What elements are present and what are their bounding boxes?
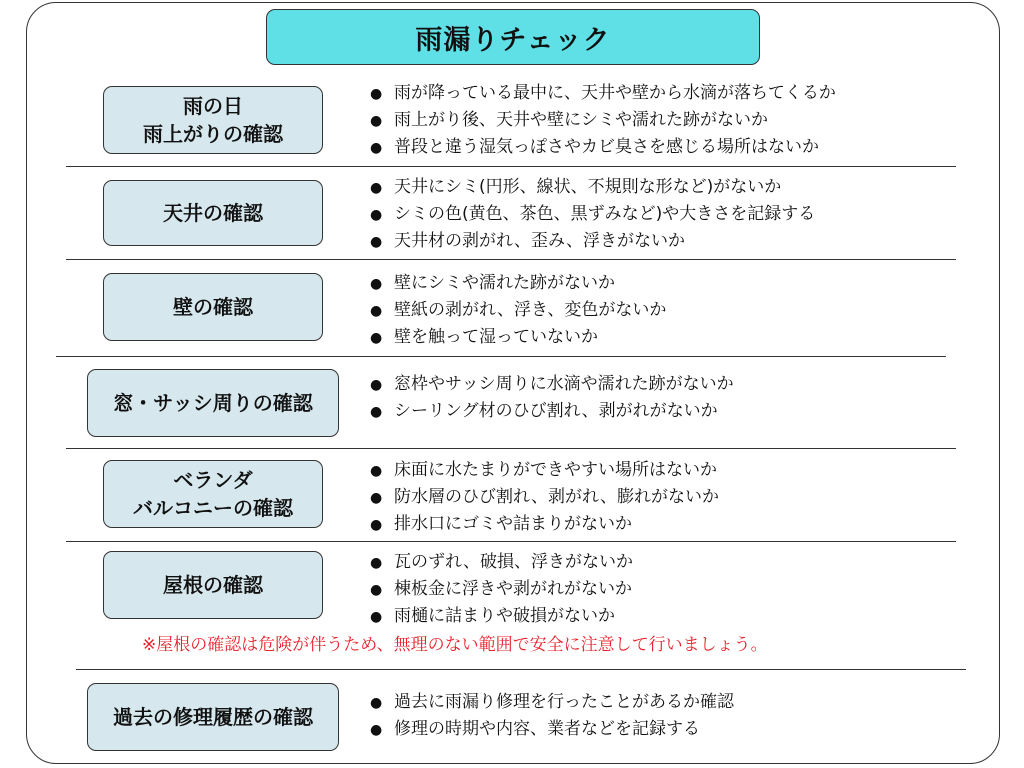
- checklist-item: ● 過去に雨漏り修理を行ったことがあるか確認: [370, 689, 734, 716]
- checklist-rainy-day: [370, 80, 836, 161]
- checklist-item: ● 床面に水たまりができやすい場所はないか: [370, 457, 719, 484]
- checklist-item: ● 防水層のひび割れ、剥がれ、膨れがないか: [370, 484, 719, 511]
- section-label-line: ベランダ: [173, 468, 253, 492]
- checklist-item: ● 排水口にゴミや詰まりがないか: [370, 511, 719, 538]
- section-divider: [66, 448, 956, 449]
- bullet-icon: ●: [370, 86, 383, 102]
- section-label-balcony: [103, 460, 323, 528]
- section-label-window: [87, 369, 339, 437]
- section-label-line: 過去の修理履歴の確認: [113, 705, 313, 729]
- checklist-item: ● 壁紙の剥がれ、浮き、変色がないか: [370, 297, 666, 324]
- section-label-wall: [103, 273, 323, 341]
- bullet-icon: ●: [370, 180, 383, 196]
- bullet-icon: ●: [370, 113, 383, 129]
- section-divider: [66, 259, 956, 260]
- bullet-icon: ●: [370, 722, 383, 738]
- checklist-ceiling: [370, 174, 815, 255]
- bullet-icon: ●: [370, 695, 383, 711]
- section-label-line: 雨上がりの確認: [143, 122, 283, 146]
- bullet-icon: ●: [370, 582, 383, 598]
- section-label-repair-history: [87, 683, 339, 751]
- checklist-item: ● 窓枠やサッシ周りに水滴や濡れた跡がないか: [370, 371, 734, 398]
- section-divider: [56, 356, 946, 357]
- checklist-item: ● 瓦のずれ、破損、浮きがないか: [370, 549, 633, 576]
- checklist-item: ● 壁にシミや濡れた跡がないか: [370, 270, 666, 297]
- bullet-icon: ●: [370, 404, 383, 420]
- bullet-icon: ●: [370, 463, 383, 479]
- section-label-line: 壁の確認: [173, 295, 253, 319]
- section-label-line: 天井の確認: [163, 201, 263, 225]
- bullet-icon: ●: [370, 207, 383, 223]
- bullet-icon: ●: [370, 555, 383, 571]
- checklist-item: ● 天井にシミ(円形、線状、不規則な形など)がないか: [370, 174, 815, 201]
- section-divider: [76, 669, 966, 670]
- section-label-roof: [103, 551, 323, 619]
- checklist-item: ● シミの色(黄色、茶色、黒ずみなど)や大きさを記録する: [370, 201, 815, 228]
- section-label-ceiling: [103, 180, 323, 246]
- checklist-item: ● 棟板金に浮きや剥がれがないか: [370, 576, 633, 603]
- page-title-text: 雨漏りチェック: [415, 24, 611, 56]
- bullet-icon: ●: [370, 490, 383, 506]
- checklist-item: ● 天井材の剥がれ、歪み、浮きがないか: [370, 228, 815, 255]
- checklist-item: ● 壁を触って湿っていないか: [370, 324, 666, 351]
- bullet-icon: ●: [370, 234, 383, 250]
- bullet-icon: ●: [370, 276, 383, 292]
- checklist-item: ● 普段と違う湿気っぽさやカビ臭さを感じる場所はないか: [370, 134, 836, 161]
- section-divider: [66, 166, 956, 167]
- page-title: [266, 9, 760, 65]
- section-label-line: 窓・サッシ周りの確認: [113, 391, 313, 415]
- checklist-window: [370, 371, 734, 425]
- section-label-rainy-day: [103, 86, 323, 154]
- checklist-wall: [370, 270, 666, 351]
- bullet-icon: ●: [370, 609, 383, 625]
- checklist-item: ● 雨樋に詰まりや破損がないか: [370, 603, 633, 630]
- section-label-line: 屋根の確認: [163, 573, 263, 597]
- section-label-line: 雨の日: [183, 94, 243, 118]
- section-divider: [66, 541, 956, 542]
- checklist-item: ● 雨が降っている最中に、天井や壁から水滴が落ちてくるか: [370, 80, 836, 107]
- bullet-icon: ●: [370, 330, 383, 346]
- checklist-item: ● 修理の時期や内容、業者などを記録する: [370, 716, 734, 743]
- bullet-icon: ●: [370, 303, 383, 319]
- section-label-line: バルコニーの確認: [133, 496, 293, 520]
- roof-safety-note: ※屋根の確認は危険が伴うため、無理のない範囲で安全に注意して行いましょう。: [142, 635, 768, 655]
- bullet-icon: ●: [370, 377, 383, 393]
- checklist-item: ● 雨上がり後、天井や壁にシミや濡れた跡がないか: [370, 107, 836, 134]
- checklist-balcony: [370, 457, 719, 538]
- bullet-icon: ●: [370, 517, 383, 533]
- checklist-roof: [370, 549, 633, 630]
- checklist-item: ● シーリング材のひび割れ、剥がれがないか: [370, 398, 734, 425]
- checklist-repair-history: [370, 689, 734, 743]
- bullet-icon: ●: [370, 140, 383, 156]
